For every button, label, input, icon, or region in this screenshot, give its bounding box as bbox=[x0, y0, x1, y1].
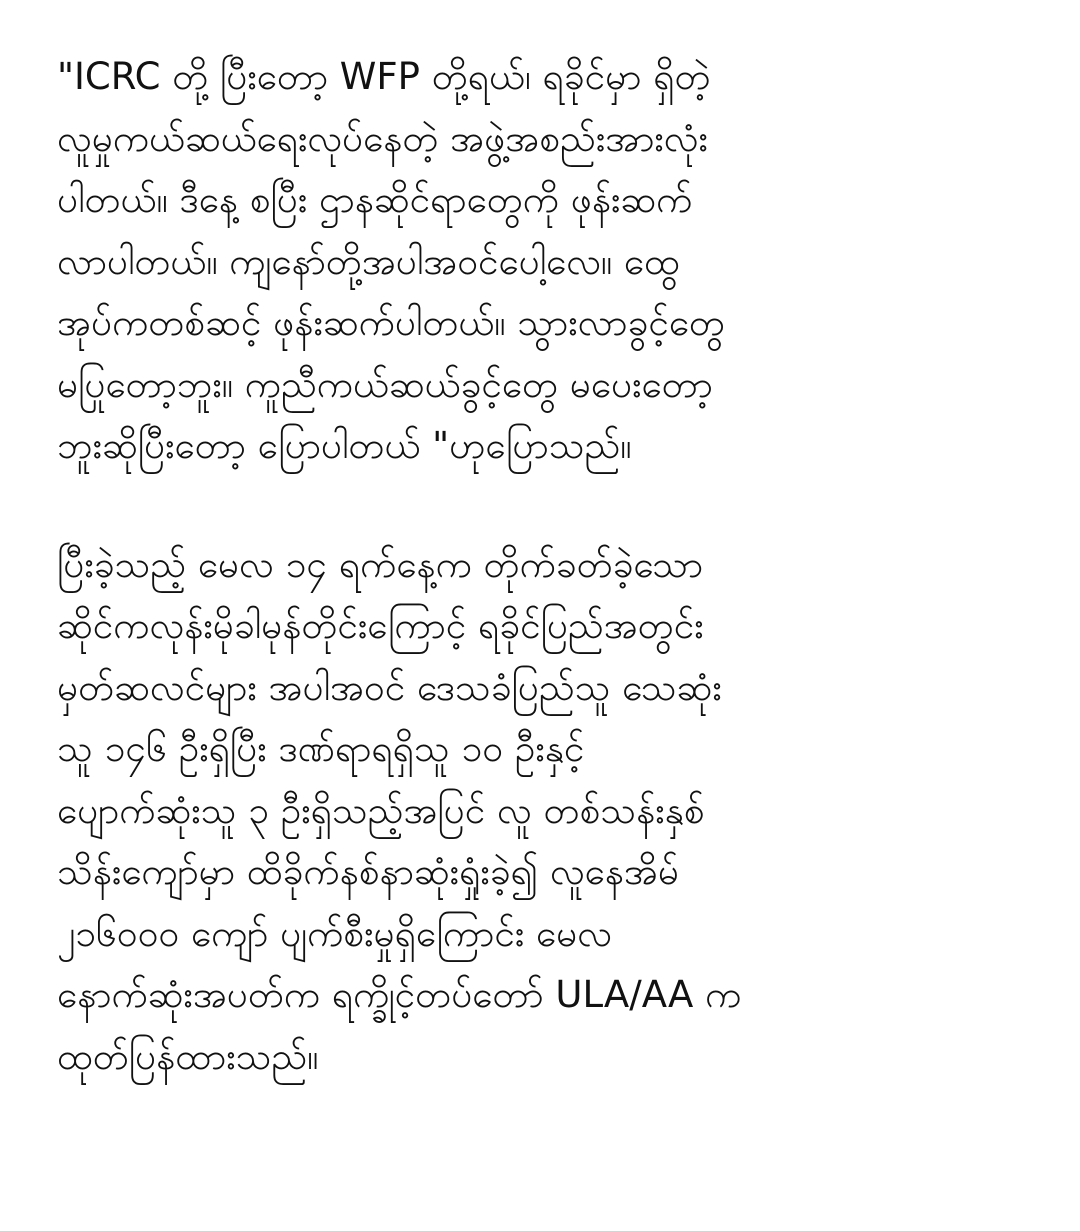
text-line: ဘူးဆိုပြီးတော့ ပြောပါတယ် "ဟုပြောသည်။ bbox=[57, 424, 632, 467]
text-line: ပါတယ်။ ဒီနေ့ စပြီး ဌာနဆိုင်ရာတွေကို ဖုန်းဆက် bbox=[57, 178, 693, 221]
paragraph-spacer bbox=[57, 477, 1030, 534]
text-line: လူမှုကယ်ဆယ်ရေးလုပ်နေတဲ့ အဖွဲ့အစည်းအားလုံး bbox=[57, 116, 708, 160]
text-line: သိန်းကျော်မှာ ထိခိုက်နစ်နာဆုံးရှုံးခဲ့၍ လူနေအိမ် bbox=[57, 850, 679, 893]
text-line: မှတ်ဆလင်များ အပါအဝင် ဒေသခံပြည်သူ သေဆုံး bbox=[57, 665, 722, 709]
text-line: သူ ၁၄၆ ဦးရှိပြီး ဒဏ်ရာရရှိသူ ၁၀ ဦးနှင့် bbox=[57, 727, 585, 770]
paragraph-quote bbox=[57, 46, 1030, 477]
text-line: "ICRC တို့ ပြီးတော့ WFP တို့ရယ်၊ ရခိုင်မှာ ရှိတဲ့ bbox=[57, 55, 711, 98]
text-line: ထုတ်ပြန်ထားသည်။ bbox=[57, 1034, 319, 1078]
text-line: အုပ်ကတစ်ဆင့် ဖုန်းဆက်ပါတယ်။ သွားလာခွင့်တွေ bbox=[57, 301, 725, 344]
text-line: နောက်ဆုံးအပတ်က ရက္ခိုင့်တပ်တော် ULA/AA က bbox=[57, 973, 742, 1016]
text-line: ပျောက်ဆုံးသူ ၃ ဦးရှိသည့်အပြင် လူ တစ်သန်းနှစ် bbox=[57, 788, 705, 832]
text-line: ၂၁၆၀၀၀ ကျော် ပျက်စီးမှုရှိကြောင်း မေလ bbox=[57, 911, 612, 955]
text-line: လာပါတယ်။ ကျနော်တို့အပါအဝင်ပေါ့လေ။ ထွေ bbox=[57, 239, 680, 283]
text-line: မပြုတော့ဘူး။ ကူညီကယ်ဆယ်ခွင့်တွေ မပေးတော့ bbox=[57, 362, 713, 406]
text-line: ဆိုင်ကလုန်းမိုခါမုန်တိုင်းကြောင့် ရခိုင်ပြည်အတွင်း bbox=[57, 604, 704, 647]
paragraph-report bbox=[57, 534, 1030, 1088]
text-line: ပြီးခဲ့သည့် မေလ ၁၄ ရက်နေ့က တိုက်ခတ်ခဲ့သော bbox=[57, 542, 704, 586]
